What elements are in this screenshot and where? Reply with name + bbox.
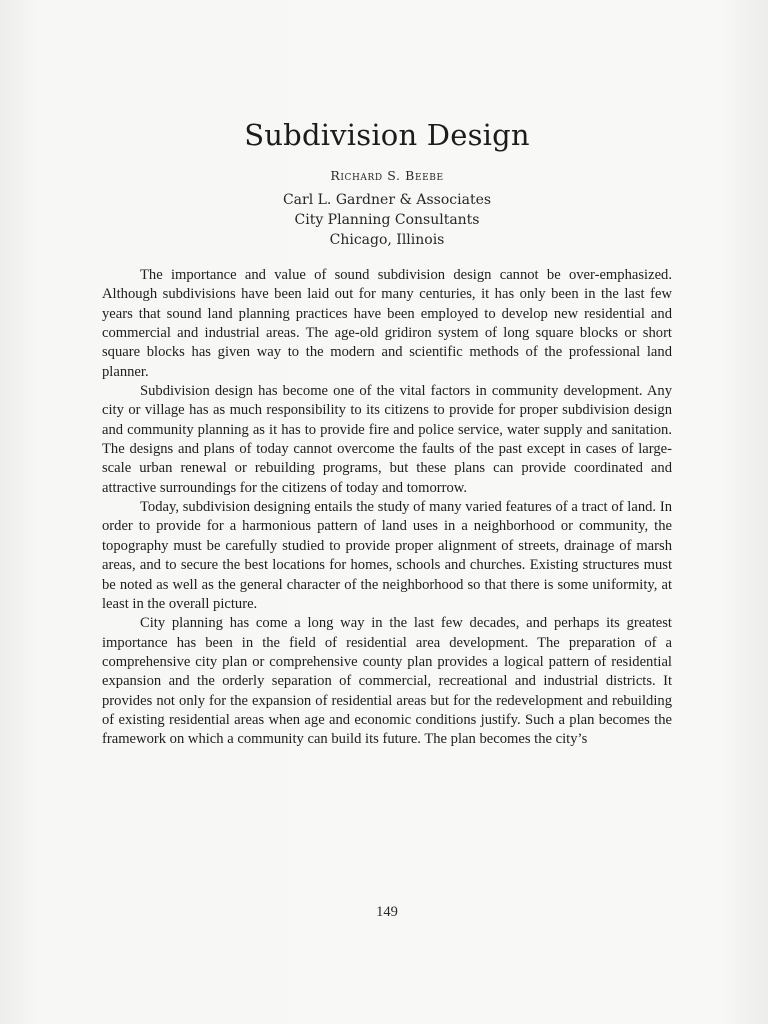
affiliation-line-1: Carl L. Gardner & Associates xyxy=(282,192,492,208)
paragraph-3: Today, subdivision designing entails the study of many varied features of a tract of land. In order to provide for a harmonious pattern of land uses in a neighborhood or community, the topography must be carefully studied to provide proper alignment of streets, drainage of marsh areas, and to secure the best locations for homes, schools and churches. Existing structures must be noted as well as the general character of the neighborhood so that there is some uniformity, at least in the overall picture. xyxy=(102,499,672,612)
page-number: 149 xyxy=(376,904,398,920)
article-body xyxy=(102,266,672,750)
author-name: Richard S. Beebe xyxy=(330,168,444,183)
article-title: Subdivision Design xyxy=(244,118,530,152)
paragraph-2: Subdivision design has become one of the vital factors in community development. Any city or village has as much responsibility to its citizens to provide for proper subdivision design and community planning as it has to provide fire and police service, water supply and sanitation. The designs and plans of today cannot overcome the faults of the past except in cases of large-scale urban renewal or rebuilding programs, but these plans can provide coordinated and attractive surroundings for the citizens of today and tomorrow. xyxy=(102,383,672,496)
affiliation-line-3: Chicago, Illinois xyxy=(329,232,445,248)
paragraph-4: City planning has come a long way in the last few decades, and perhaps its greatest importance has been in the field of residential area development. The preparation of a comprehensive city plan or comprehensive county plan provides a logical pattern of residential expansion and the orderly separation of commercial, recreational and industrial districts. It provides not only for the expansion of residential areas but for the redevelopment and rebuilding of existing residential areas when age and economic conditions justify. Such a plan becomes the framework on which a community can build its future. The plan becomes the city’s xyxy=(102,615,672,748)
affiliation-line-2: City Planning Consultants xyxy=(294,212,480,228)
paragraph-1: The importance and value of sound subdivision design cannot be over-emphasized. Although subdivisions have been laid out for many centuries, it has only been in the last few years that sound land planning practices have been employed to develop new residential and commercial and industrial areas. The age-old gridiron system of long square blocks or short square blocks has given way to the modern and scientific methods of the professional land planner. xyxy=(102,267,672,380)
